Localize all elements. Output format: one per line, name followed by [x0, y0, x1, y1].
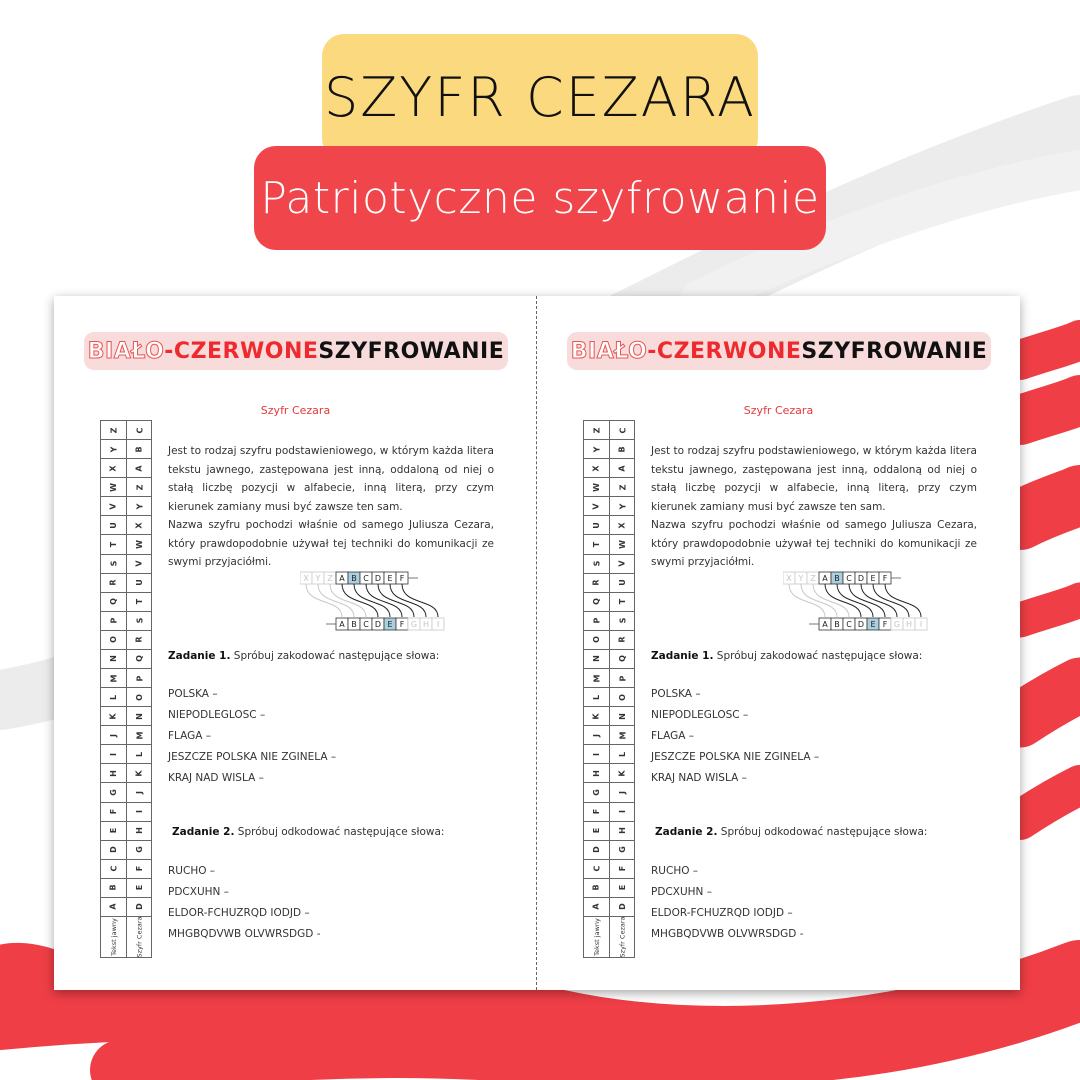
cipher-column [126, 421, 152, 957]
diagram-letter: E [870, 574, 876, 583]
cipher-letter: V [127, 555, 152, 574]
diagram-letter: F [399, 620, 405, 629]
task-1-word: FLAGA – [168, 730, 212, 742]
diagram-letter: F [399, 574, 405, 583]
cipher-letter: J [127, 783, 152, 802]
cipher-letter: J [610, 783, 635, 802]
cipher-letter: V [610, 555, 635, 574]
cipher-letter: H [127, 822, 152, 841]
cipher-letter: R [610, 631, 635, 650]
plain-letter: M [584, 669, 609, 688]
task-2-words [168, 861, 321, 945]
diagram-letter: B [834, 620, 840, 629]
description-paragraph-1: Jest to rodzaj szyfru podstawieniowego, w którym każda litera tekstu jawnego, zastępowana jest inną, oddaloną od niej o stałą liczbę pozycji w alfabecie, inną literą, przy czym kierunek zamiany musi być zawsze ten sam. [168, 445, 494, 513]
diagram-letter: B [351, 620, 357, 629]
shift-arrow [378, 584, 414, 617]
plain-column [584, 421, 609, 957]
task-1-text: Spróbuj zakodować następujące słowa: [230, 650, 440, 662]
plain-letter: C [584, 860, 609, 879]
cipher-letter: R [127, 631, 152, 650]
header-word-white: BIAŁO [570, 338, 648, 364]
task-1-words [651, 684, 819, 789]
cipher-table [100, 420, 152, 958]
cipher-title: Szyfr Cezara [260, 404, 331, 417]
plain-letter: K [101, 707, 126, 726]
description-paragraph-2: Nazwa szyfru pochodzi właśnie od samego Juliusza Cezara, który prawdopodobnie używał tej techniki do komunikacji ze swymi przyjaciółmi. [651, 519, 977, 568]
diagram-letter: H [422, 620, 430, 629]
title: SZYFR CEZARA [323, 65, 757, 129]
plain-letter: V [101, 497, 126, 516]
task-2-word: ELDOR-FCHUZRQD IODJD – [651, 907, 793, 919]
plain-letter: M [101, 669, 126, 688]
task-1-text: Spróbuj zakodować następujące słowa: [713, 650, 923, 662]
cipher-letter: D [127, 898, 152, 917]
shift-arrow [885, 584, 921, 617]
diagram-letter: A [822, 574, 828, 583]
task-1-word: KRAJ NAD WISLA – [168, 772, 264, 784]
diagram-letter: H [905, 620, 913, 629]
shift-arrow [837, 584, 873, 617]
cipher-letter: Y [610, 497, 635, 516]
plain-letter: J [584, 726, 609, 745]
shift-arrow [342, 584, 378, 617]
task-1-word: NIEPODLEGLOSC – [651, 709, 749, 721]
cipher-letter: K [610, 764, 635, 783]
subtitle: Patriotyczne szyfrowanie [260, 172, 820, 224]
task-2-word: MHGBQDVWB OLVWRSDGD - [651, 928, 804, 940]
diagram-letter: E [870, 620, 876, 629]
plain-letter: Y [584, 440, 609, 459]
header-word-white: BIAŁO [87, 338, 165, 364]
task-2-word: RUCHO – [168, 865, 216, 877]
task-1-label: Zadanie 1. [168, 650, 231, 662]
task-2-word: ELDOR-FCHUZRQD IODJD – [168, 907, 310, 919]
diagram-letter: C [846, 574, 852, 583]
worksheet-page-left [54, 296, 537, 990]
diagram-letter: D [857, 620, 865, 629]
shift-diagram [783, 570, 943, 634]
plain-letter: O [101, 631, 126, 650]
plain-letter: X [584, 459, 609, 478]
cipher-letter: L [610, 745, 635, 764]
cipher-letter: U [127, 574, 152, 593]
shift-arrow [390, 584, 426, 617]
diagram-letter: A [822, 620, 828, 629]
diagram-letter: E [387, 574, 393, 583]
cipher-letter: C [127, 421, 152, 440]
diagram-letter: I [919, 620, 923, 629]
task-1-word: JESZCZE POLSKA NIE ZGINELA – [651, 751, 820, 763]
diagram-letter: A [339, 574, 345, 583]
plain-letter: G [584, 783, 609, 802]
task-2-label: Zadanie 2. [655, 826, 718, 838]
plain-letter: S [584, 555, 609, 574]
plain-letter: A [584, 898, 609, 917]
cipher-letter: N [610, 707, 635, 726]
plain-letter: Y [101, 440, 126, 459]
diagram-letter: F [882, 620, 888, 629]
plain-letter: P [101, 612, 126, 631]
task-2-word: RUCHO – [651, 865, 699, 877]
cipher-letter: K [127, 764, 152, 783]
plain-letter: W [584, 478, 609, 497]
cipher-letter: T [610, 593, 635, 612]
task-1 [168, 650, 439, 662]
cipher-table [583, 420, 635, 958]
task-2 [172, 826, 444, 838]
plain-letter: C [101, 860, 126, 879]
shift-diagram [300, 570, 460, 634]
plain-letter: R [584, 574, 609, 593]
task-1-word: POLSKA – [168, 688, 218, 700]
cipher-letter: O [127, 688, 152, 707]
shift-arrow [825, 584, 861, 617]
diagram-letter: D [374, 620, 382, 629]
diagram-letter: Z [327, 574, 333, 583]
cipher-letter: I [127, 803, 152, 822]
task-1-word: FLAGA – [651, 730, 695, 742]
cipher-letter: X [610, 516, 635, 535]
plain-letter: F [584, 803, 609, 822]
cipher-letter: C [610, 421, 635, 440]
cipher-letter: A [610, 459, 635, 478]
diagram-letter: F [882, 574, 888, 583]
task-1-word: POLSKA – [651, 688, 701, 700]
plain-letter: L [584, 688, 609, 707]
plain-letter: B [584, 879, 609, 898]
cipher-letter: T [127, 593, 152, 612]
cipher-letter: Z [127, 478, 152, 497]
cipher-letter: G [127, 841, 152, 860]
cipher-letter: Y [127, 497, 152, 516]
description-paragraph-1: Jest to rodzaj szyfru podstawieniowego, w którym każda litera tekstu jawnego, zastępowana jest inną, oddaloną od niej o stałą liczbę pozycji w alfabecie, inną literą, przy czym kierunek zamiany musi być zawsze ten sam. [651, 445, 977, 513]
cipher-letter: M [610, 726, 635, 745]
plain-letter: D [584, 841, 609, 860]
cipher-letter: O [610, 688, 635, 707]
header-word-red: CZERWONE [173, 338, 319, 364]
task-2-text: Spróbuj odkodować następujące słowa: [717, 826, 928, 838]
task-1 [651, 650, 922, 662]
plain-letter: W [101, 478, 126, 497]
header-word-black: SZYFROWANIE [318, 338, 505, 364]
task-2-words [651, 861, 804, 945]
diagram-letter: X [786, 574, 792, 583]
diagram-letter: I [436, 620, 440, 629]
diagram-letter: A [339, 620, 345, 629]
shift-arrow [402, 584, 438, 617]
plain-letter: Z [101, 421, 126, 440]
worksheet-header [84, 332, 508, 370]
task-1-words [168, 684, 336, 789]
diagram-letter: G [410, 620, 418, 629]
plain-letter: T [101, 535, 126, 554]
plain-letter: V [584, 497, 609, 516]
plain-letter: Q [101, 593, 126, 612]
plain-letter: L [101, 688, 126, 707]
shift-arrow [318, 584, 354, 617]
cipher-title: Szyfr Cezara [743, 404, 814, 417]
worksheet-header [567, 332, 991, 370]
diagram-letter: G [893, 620, 901, 629]
plain-letter: Z [584, 421, 609, 440]
cipher-letter: A [127, 459, 152, 478]
cipher-letter: N [127, 707, 152, 726]
plain-letter: H [584, 764, 609, 783]
plain-letter: J [101, 726, 126, 745]
plain-letter: N [584, 650, 609, 669]
cipher-letter: W [610, 535, 635, 554]
cipher-letter: W [127, 535, 152, 554]
cipher-letter: M [127, 726, 152, 745]
cipher-letter: F [127, 860, 152, 879]
worksheet-page-right [537, 296, 1020, 990]
cipher-letter: X [127, 516, 152, 535]
description [651, 442, 977, 572]
cipher-letter: L [127, 745, 152, 764]
plain-letter: B [101, 879, 126, 898]
plain-letter: A [101, 898, 126, 917]
task-2 [655, 826, 927, 838]
cipher-letter: H [610, 822, 635, 841]
cipher-letter: D [610, 898, 635, 917]
task-2-word: MHGBQDVWB OLVWRSDGD - [168, 928, 321, 940]
cipher-label: Szyfr Cezara [135, 916, 144, 958]
plain-letter: T [584, 535, 609, 554]
plain-letter: F [101, 803, 126, 822]
task-1-label: Zadanie 1. [651, 650, 714, 662]
cipher-letter: S [127, 612, 152, 631]
shift-arrow [861, 584, 897, 617]
header-dash: - [647, 338, 657, 364]
plain-letter: X [101, 459, 126, 478]
plain-letter: G [101, 783, 126, 802]
plain-letter: S [101, 555, 126, 574]
header-dash: - [164, 338, 174, 364]
plain-label: Tekst jawny [592, 918, 601, 956]
plain-letter: E [584, 822, 609, 841]
diagram-letter: D [857, 574, 865, 583]
cipher-letter: P [610, 669, 635, 688]
plain-column [101, 421, 126, 957]
task-2-word: PDCXUHN – [651, 886, 712, 898]
cipher-letter: U [610, 574, 635, 593]
plain-letter: N [101, 650, 126, 669]
cipher-label: Szyfr Cezara [618, 916, 627, 958]
plain-letter: Q [584, 593, 609, 612]
plain-letter: I [584, 745, 609, 764]
task-1-word: KRAJ NAD WISLA – [651, 772, 747, 784]
shift-arrow [813, 584, 849, 617]
task-2-label: Zadanie 2. [172, 826, 235, 838]
cipher-letter: E [127, 879, 152, 898]
cipher-letter: E [610, 879, 635, 898]
diagram-letter: Y [798, 574, 804, 583]
description-paragraph-2: Nazwa szyfru pochodzi właśnie od samego Juliusza Cezara, który prawdopodobnie używał tej techniki do komunikacji ze swymi przyjaciółmi. [168, 519, 494, 568]
plain-letter: K [584, 707, 609, 726]
task-2-word: PDCXUHN – [168, 886, 229, 898]
shift-arrow [330, 584, 366, 617]
plain-letter: H [101, 764, 126, 783]
plain-letter: E [101, 822, 126, 841]
cipher-letter: F [610, 860, 635, 879]
plain-letter: U [584, 516, 609, 535]
cipher-letter: Z [610, 478, 635, 497]
header-word-black: SZYFROWANIE [801, 338, 988, 364]
diagram-letter: X [303, 574, 309, 583]
diagram-letter: B [351, 574, 357, 583]
diagram-letter: C [363, 574, 369, 583]
plain-label: Tekst jawny [109, 918, 118, 956]
diagram-letter: C [846, 620, 852, 629]
description [168, 442, 494, 572]
shift-arrow [849, 584, 885, 617]
diagram-letter: B [834, 574, 840, 583]
header-word-red: CZERWONE [656, 338, 802, 364]
cipher-letter: B [127, 440, 152, 459]
diagram-letter: Z [810, 574, 816, 583]
shift-arrow [366, 584, 402, 617]
page-fold [536, 296, 537, 990]
diagram-letter: D [374, 574, 382, 583]
shift-arrow [873, 584, 909, 617]
plain-letter: U [101, 516, 126, 535]
subtitle-banner [254, 146, 826, 250]
shift-arrow [801, 584, 837, 617]
plain-letter: O [584, 631, 609, 650]
cipher-letter: I [610, 803, 635, 822]
cipher-letter: P [127, 669, 152, 688]
task-1-word: JESZCZE POLSKA NIE ZGINELA – [168, 751, 337, 763]
title-banner [322, 34, 758, 160]
task-2-text: Spróbuj odkodować następujące słowa: [234, 826, 445, 838]
cipher-column [609, 421, 635, 957]
task-1-word: NIEPODLEGLOSC – [168, 709, 266, 721]
plain-letter: R [101, 574, 126, 593]
plain-letter: D [101, 841, 126, 860]
cipher-letter: S [610, 612, 635, 631]
diagram-letter: Y [315, 574, 321, 583]
shift-arrow [789, 584, 825, 617]
plain-letter: P [584, 612, 609, 631]
plain-letter: I [101, 745, 126, 764]
cipher-letter: B [610, 440, 635, 459]
diagram-letter: E [387, 620, 393, 629]
cipher-letter: Q [127, 650, 152, 669]
shift-arrow [354, 584, 390, 617]
diagram-letter: C [363, 620, 369, 629]
cipher-letter: Q [610, 650, 635, 669]
cipher-letter: G [610, 841, 635, 860]
shift-arrow [306, 584, 342, 617]
